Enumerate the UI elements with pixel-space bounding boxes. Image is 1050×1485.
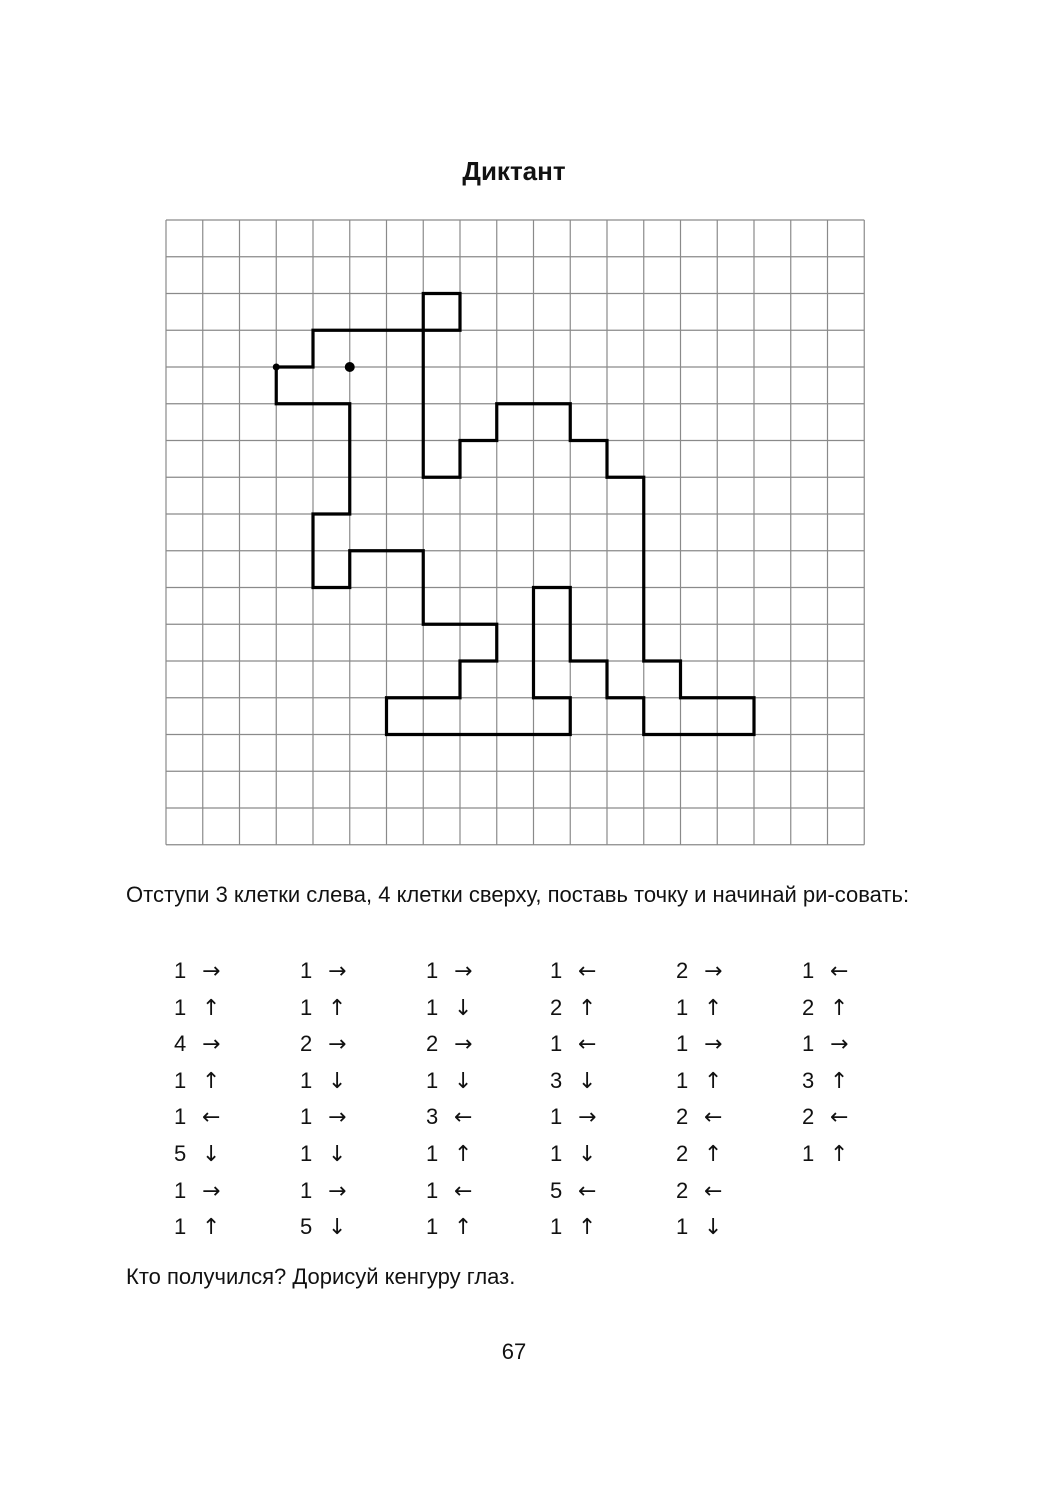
arrow-icon: ↑ [830,1068,849,1094]
step-count: 1 [174,1177,187,1203]
arrow-icon: ↑ [704,1068,723,1094]
step-count: 1 [426,994,439,1020]
step-count: 1 [676,1067,689,1093]
page-title: Диктант [462,156,566,186]
step-count: 1 [300,1104,313,1130]
step-row [300,1102,358,1139]
step-count: 5 [174,1140,187,1166]
step-row [550,1139,608,1176]
step-row [174,993,232,1030]
step-row [676,993,734,1030]
step-row [426,993,484,1030]
step-count: 2 [300,1031,313,1057]
arrow-icon: ↑ [578,995,597,1021]
step-count: 3 [550,1067,563,1093]
step-count: 5 [300,1214,313,1240]
step-row [550,1066,608,1103]
step-row [676,1029,734,1066]
arrow-icon: → [704,1032,723,1058]
step-count: 1 [300,994,313,1020]
step-row [300,1066,358,1103]
step-row [550,1102,608,1139]
arrow-icon: ← [830,959,849,984]
arrow-icon: ← [202,1105,221,1131]
step-count: 1 [550,1214,563,1240]
step-count: 1 [426,1214,439,1240]
step-row [676,1139,734,1176]
arrow-icon: ↑ [830,1141,849,1167]
step-row [300,956,358,993]
step-count: 2 [426,1031,439,1057]
step-count: 1 [426,958,439,983]
step-row [426,1029,484,1066]
step-row [802,956,860,993]
step-count: 1 [676,1214,689,1240]
step-row [426,1066,484,1103]
step-row [174,1102,232,1139]
step-row [426,956,484,993]
steps-column [802,956,860,1176]
step-row [300,993,358,1030]
arrow-icon: ← [704,1178,723,1204]
steps-column [676,956,734,1249]
arrow-icon: ↑ [202,995,221,1021]
arrow-icon: ↓ [328,1215,347,1241]
arrow-icon: → [454,1032,473,1058]
step-row [300,1029,358,1066]
arrow-icon: → [328,1105,347,1131]
step-count: 1 [174,1067,187,1093]
step-count: 1 [426,1177,439,1203]
arrow-icon: → [830,1032,849,1058]
step-count: 1 [174,1104,187,1130]
step-row [802,1066,860,1103]
step-row [426,1139,484,1176]
step-count: 2 [550,994,563,1020]
arrow-icon: ↑ [704,995,723,1021]
arrow-icon: ↑ [454,1141,473,1167]
arrow-icon: ↑ [454,1215,473,1241]
instruction-text: Отступи 3 клетки слева, 4 клетки сверху, поставь точку и начинай ри-совать: [126,882,910,907]
step-row [174,1176,232,1213]
start-point [273,364,280,371]
step-count: 1 [550,1104,563,1130]
step-row [802,1029,860,1066]
steps-column [426,956,484,1249]
step-count: 2 [802,1104,815,1130]
step-count: 1 [174,958,187,983]
arrow-icon: → [202,1032,221,1058]
step-count: 1 [426,1140,439,1166]
arrow-icon: ← [578,1178,597,1204]
step-row [174,956,232,993]
step-row [676,956,734,993]
step-row [174,1212,232,1249]
arrow-icon: ↓ [578,1068,597,1094]
step-count: 1 [550,1140,563,1166]
step-count: 2 [802,994,815,1020]
arrow-icon: ← [830,1105,849,1131]
arrow-icon: → [454,959,473,984]
arrow-icon: → [202,959,221,984]
step-row [802,1102,860,1139]
arrow-icon: ↓ [202,1141,221,1167]
arrow-icon: ↓ [328,1141,347,1167]
step-count: 1 [426,1067,439,1093]
arrow-icon: ← [454,1178,473,1204]
step-count: 1 [300,958,313,983]
arrow-icon: ← [578,959,597,984]
step-row [174,1029,232,1066]
arrow-icon: → [328,1178,347,1204]
step-count: 4 [174,1031,187,1057]
step-count: 2 [676,1104,689,1130]
arrow-icon: ↑ [328,995,347,1021]
arrow-icon: ↑ [830,995,849,1021]
step-count: 1 [802,1140,815,1166]
steps-column [550,956,608,1249]
step-count: 1 [676,994,689,1020]
arrow-icon: ← [704,1105,723,1131]
step-row [802,1139,860,1176]
step-row [550,1212,608,1249]
step-row [550,1029,608,1066]
step-count: 1 [550,958,563,983]
step-row [802,993,860,1030]
kangaroo-eye [345,362,355,372]
step-count: 5 [550,1177,563,1203]
step-count: 2 [676,1140,689,1166]
step-count: 3 [802,1067,815,1093]
step-row [550,956,608,993]
step-row [300,1139,358,1176]
step-row [300,1212,358,1249]
step-row [676,1066,734,1103]
step-count: 2 [676,1177,689,1203]
arrow-icon: ↓ [704,1215,723,1241]
arrow-icon: ↑ [202,1215,221,1241]
step-count: 1 [802,958,815,983]
step-row [676,1212,734,1249]
step-count: 1 [802,1031,815,1057]
grid-lines [166,220,864,845]
arrow-icon: ↑ [578,1215,597,1241]
step-count: 1 [174,1214,187,1240]
step-row [426,1176,484,1213]
arrow-icon: ↓ [454,1068,473,1094]
arrow-icon: ← [454,1105,473,1131]
page-number: 67 [501,1339,527,1364]
arrow-icon: → [328,959,347,984]
step-row [174,1139,232,1176]
question-text: Кто получился? Дорисуй кенгуру глаз. [126,1264,516,1289]
step-count: 1 [676,1031,689,1057]
step-row [676,1176,734,1213]
step-count: 1 [300,1177,313,1203]
arrow-icon: → [704,959,723,984]
arrow-icon: ↓ [454,995,473,1021]
step-count: 1 [300,1140,313,1166]
arrow-icon: ← [578,1032,597,1058]
step-count: 1 [300,1067,313,1093]
arrow-icon: → [202,1178,221,1204]
step-row [676,1102,734,1139]
step-count: 1 [550,1031,563,1057]
arrow-icon: ↓ [328,1068,347,1094]
step-row [300,1176,358,1213]
arrow-icon: ↑ [704,1141,723,1167]
arrow-icon: → [328,1032,347,1058]
arrow-icon: → [578,1105,597,1131]
step-row [426,1102,484,1139]
arrow-icon: ↑ [202,1068,221,1094]
step-count: 2 [676,958,689,983]
arrow-icon: ↓ [578,1141,597,1167]
step-count: 1 [174,994,187,1020]
steps-column [174,956,232,1249]
step-row [426,1212,484,1249]
step-count: 3 [426,1104,439,1130]
step-row [550,1176,608,1213]
step-row [174,1066,232,1103]
step-row [550,993,608,1030]
steps-column [300,956,358,1249]
